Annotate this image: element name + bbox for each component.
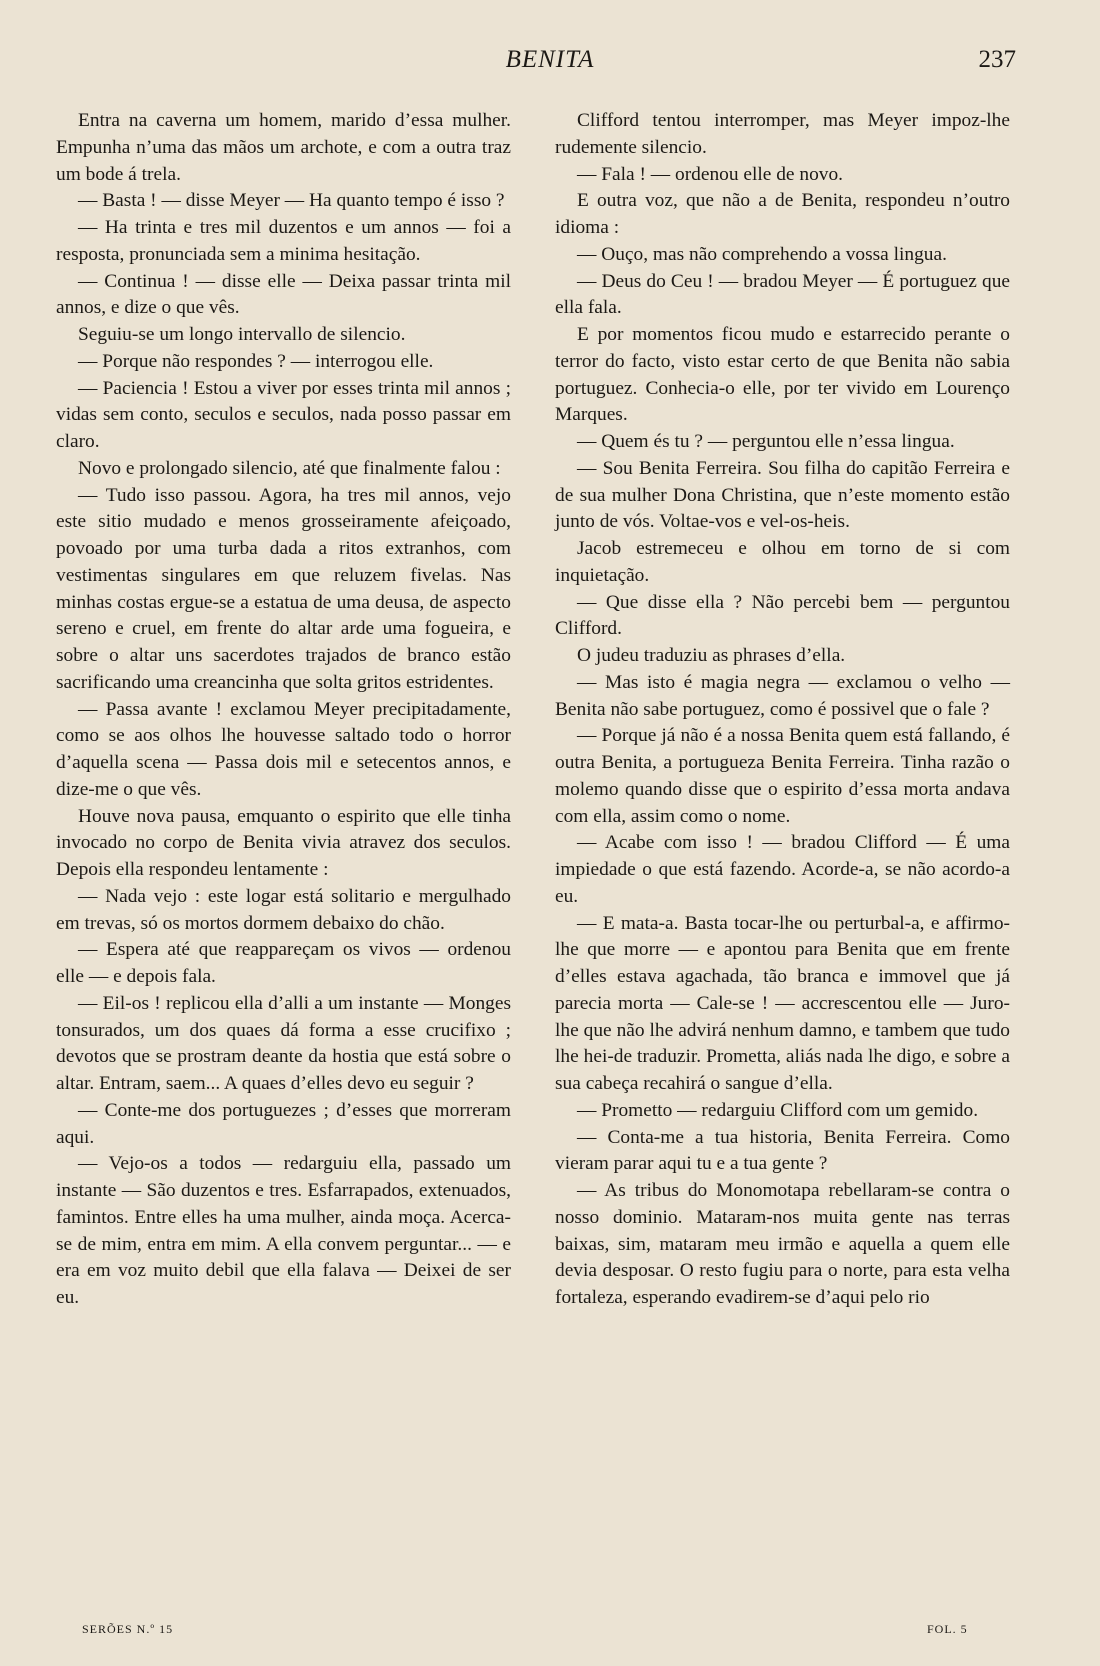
footer-folio: FOL. 5 [927,1622,968,1636]
paragraph: — Passa avante ! exclamou Meyer precipitadamente, como se aos olhos lhe houvesse saltado todo o horror d’aquella scena — Passa dois mil e setecentos annos, e dize-me o que vês. [56,698,511,800]
paragraph: — E mata-a. Basta tocar-lhe ou perturbal-a, e affirmo-lhe que morre — e apontou para Benita que em frente d’elles estava agachada, tão branca e immovel que já parecia morta — Cale-se ! — accrescentou elle — Juro-lhe que não lhe advirá nenhum damno, e tambem que tudo lhe hei-de traduzir. Prometta, aliás nada lhe digo, e sobre a sua cabeça recahirá o sangue d’ella. [555,912,1010,1094]
paragraph: — Eil-os ! replicou ella d’alli a um instante — Monges tonsurados, um dos quaes dá forma a esse crucifixo ; devotos que se prostram deante da hostia que está sobre o altar. Entram, saem... A quaes d’elles devo eu seguir ? [56,992,511,1094]
paragraph: — Porque não respondes ? — interrogou elle. [78,350,434,372]
left-column [56,108,511,1312]
footer-signature: SERÕES N.º 15 [82,1622,174,1636]
paragraph: — Ha trinta e tres mil duzentos e um annos — foi a resposta, pronunciada sem a minima hesitação. [56,217,511,265]
paragraph: — Ouço, mas não comprehendo a vossa lingua. [577,243,947,265]
paragraph: O judeu traduziu as phrases d’ella. [577,645,846,666]
paragraph: — Sou Benita Ferreira. Sou filha do capitão Ferreira e de sua mulher Dona Christina, que n’este momento estão junto de vós. Voltae-vos e vel-os-heis. [555,457,1010,533]
paragraph: Clifford tentou interromper, mas Meyer impoz-lhe rudemente silencio. [555,110,1010,158]
paragraph: — Mas isto é magia negra — exclamou o velho — Benita não sabe portuguez, como é possivel que o fale ? [555,671,1010,720]
paragraph: — Quem és tu ? — perguntou elle n’essa lingua. [577,431,955,452]
paragraph: — Porque já não é a nossa Benita quem está fallando, é outra Benita, a portugueza Benita Ferreira. Tinha razão o molemo quando disse que o espirito d’essa morta andava com ella, assim como o nome. [555,725,1010,827]
paragraph: — Paciencia ! Estou a viver por esses trinta mil annos ; vidas sem conto, seculos e seculos, nada posso passar em claro. [56,377,511,452]
paragraph: — Conta-me a tua historia, Benita Ferreira. Como vieram parar aqui tu e a tua gente ? [555,1126,1010,1175]
paragraph: — Conte-me dos portuguezes ; d’esses que morreram aqui. [56,1099,511,1148]
right-column [555,108,1010,1312]
paragraph: — Continua ! — disse elle — Deixa passar trinta mil annos, e dize o que vês. [56,270,511,319]
paragraph: E por momentos ficou mudo e estarrecido perante o terror do facto, visto estar certo de que Benita não sabia portuguez. Conhecia-o elle, por ter vivido em Lourenço Marques. [555,324,1010,426]
paragraph: — Que disse ella ? Não percebi bem — perguntou Clifford. [555,591,1010,640]
paragraph: — Basta ! — disse Meyer — Ha quanto tempo é isso ? [78,190,505,212]
paragraph: — Prometto — redarguiu Clifford com um gemido. [577,1099,979,1121]
paragraph: — Nada vejo : este logar está solitario e mergulhado em trevas, só os mortos dormem debaixo do chão. [56,885,511,934]
paragraph: — Acabe com isso ! — bradou Clifford — É uma impiedade o que está fazendo. Acorde-a, se não acordo-a eu. [555,832,1010,907]
page-number: 237 [978,46,1016,73]
paragraph: Houve nova pausa, emquanto o espirito que elle tinha invocado no corpo de Benita vivia atravez dos seculos. Depois ella respondeu lentamente : [56,805,511,880]
paragraph: Jacob estremeceu e olhou em torno de si com inquietação. [555,538,1010,586]
paragraph: — Vejo-os a todos — redarguiu ella, passado um instante — São duzentos e tres. Esfarrapados, extenuados, famintos. Entre elles ha uma mulher, ainda moça. Acerca-se de mim, entra em mim. A ella convem perguntar... — e era em voz muito debil que ella falava — Deixei de ser eu. [56,1153,511,1308]
paragraph: Novo e prolongado silencio, até que finalmente falou : [78,457,501,479]
running-title: BENITA [505,46,595,73]
paragraph: — Espera até que reappareçam os vivos — ordenou elle — e depois fala. [56,939,511,987]
paragraph: — Tudo isso passou. Agora, ha tres mil annos, vejo este sitio mudado e menos grosseiramente afeiçoado, povoado por uma turba dada a ritos extranhos, com vestimentas singulares em que reluzem fivelas. Nas minhas costas ergue-se a estatua de uma deusa, de aspecto sereno e cruel, em frente do altar arde uma fogueira, e sobre o altar uns sacerdotes trajados de branco estão sacrificando uma creancinha que solta gritos estridentes. [56,484,511,693]
paragraph: E outra voz, que não a de Benita, respondeu n’outro idioma : [555,190,1010,238]
paragraph: — As tribus do Monomotapa rebellaram-se contra o nosso dominio. Mataram-nos muita gente nas terras baixas, sim, mataram meu irmão e aquella a quem elle devia desposar. O resto fugiu para o norte, para esta velha fortaleza, esperando evadirem-se d’aqui pelo rio [555,1180,1010,1308]
paragraph: Entra na caverna um homem, marido d’essa mulher. Empunha n’uma das mãos um archote, e com a outra traz um bode á trela. [56,110,511,185]
paragraph: — Deus do Ceu ! — bradou Meyer — É portuguez que ella fala. [555,270,1010,319]
paragraph: Seguiu-se um longo intervallo de silencio. [78,324,406,345]
paragraph: — Fala ! — ordenou elle de novo. [577,163,844,185]
